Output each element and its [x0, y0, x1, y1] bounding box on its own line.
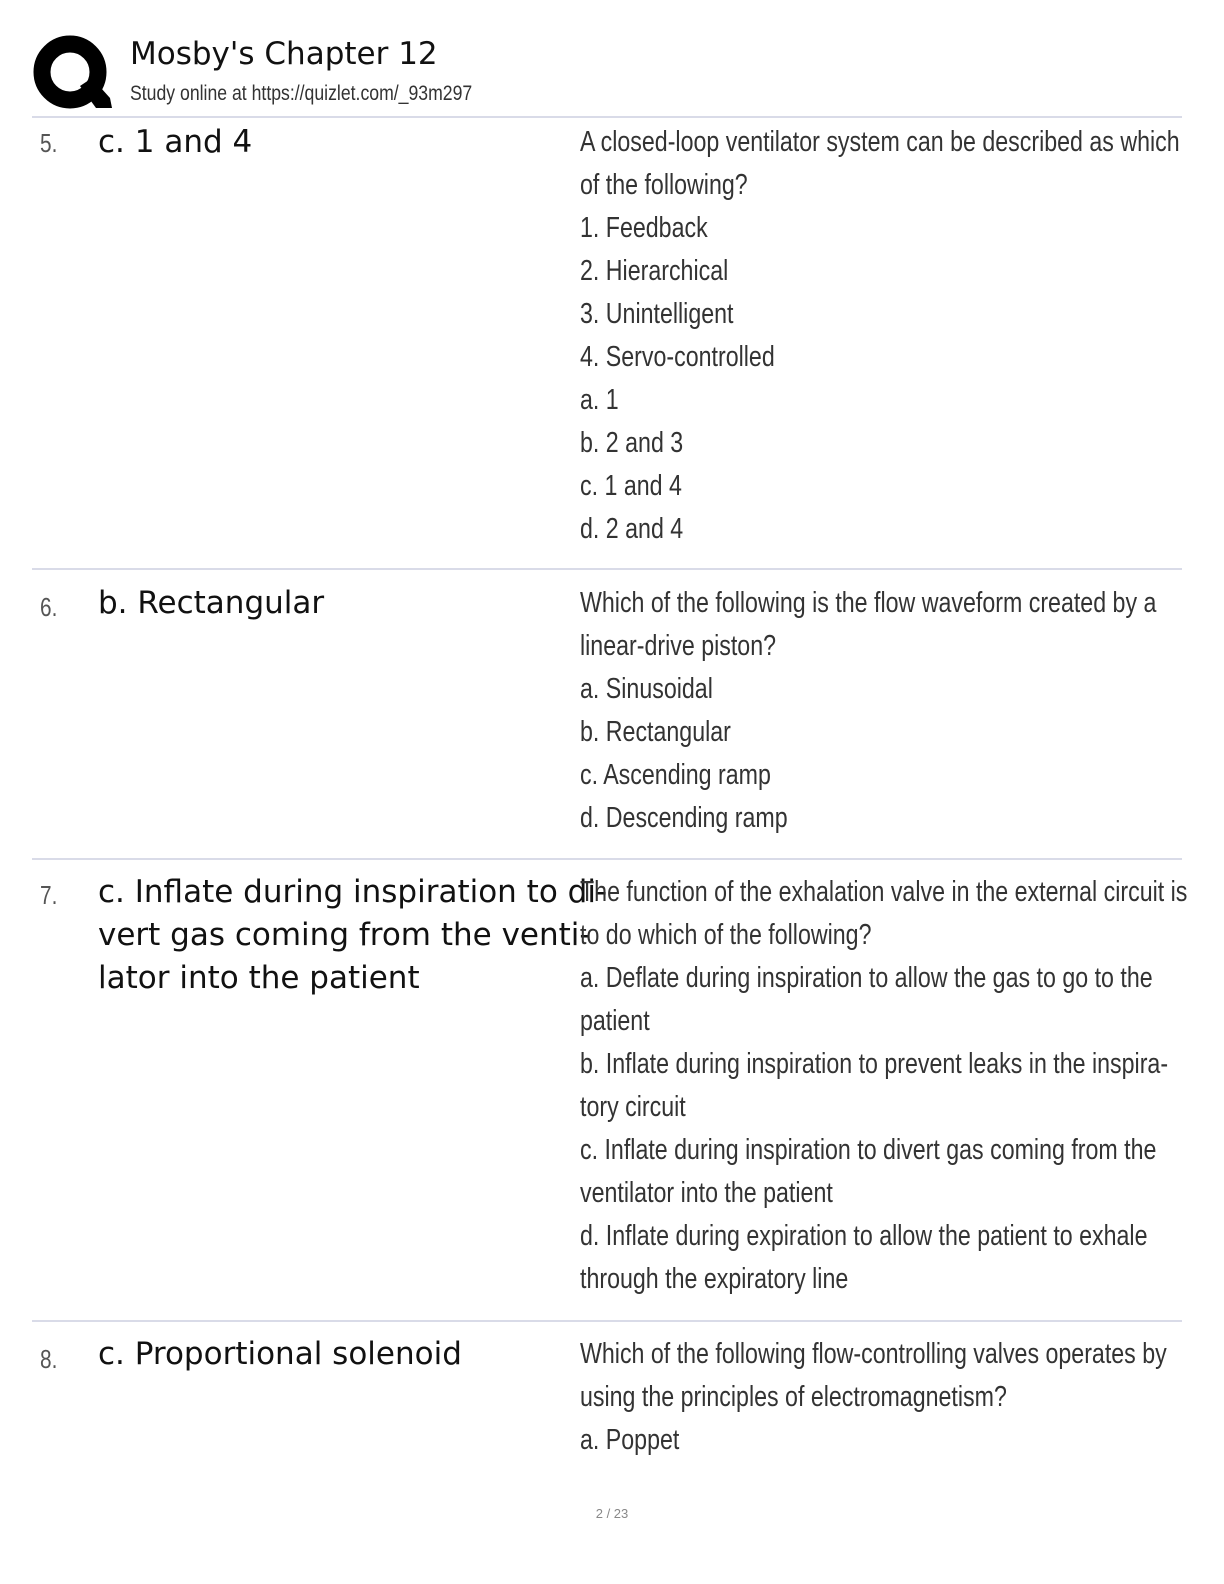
card-answer	[98, 121, 580, 164]
question-line: a. Deflate during inspiration to allow the gas to go to the	[580, 962, 1153, 994]
card-number: 7.	[40, 880, 58, 910]
answer-line: b. Rectangular	[98, 585, 325, 621]
question-line: d. Inflate during expiration to allow the patient to exhale	[580, 1220, 1148, 1252]
card-question	[580, 121, 1180, 551]
question-line: ventilator into the patient	[580, 1177, 833, 1209]
question-line: linear-drive piston?	[580, 630, 777, 662]
answer-line: c. Proportional solenoid	[98, 1336, 462, 1372]
question-line: d. Descending ramp	[580, 802, 788, 834]
question-line: a. 1	[580, 384, 619, 416]
flashcard	[32, 568, 1182, 858]
question-line: d. 2 and 4	[580, 513, 684, 545]
question-line: 3. Unintelligent	[580, 298, 734, 330]
page-number: 2 / 23	[595, 1506, 629, 1521]
question-line: A closed-loop ventilator system can be described as which	[580, 126, 1180, 158]
question-line: c. 1 and 4	[580, 470, 682, 502]
question-line: c. Ascending ramp	[580, 759, 771, 791]
page-title: Mosby's Chapter 12	[130, 36, 438, 72]
question-line: a. Sinusoidal	[580, 673, 713, 705]
flashcard	[32, 858, 1188, 1320]
question-line: c. Inflate during inspiration to divert gas coming from the	[580, 1134, 1157, 1166]
card-answer	[98, 1333, 580, 1376]
card-question	[580, 1333, 1167, 1462]
card-number: 8.	[40, 1344, 58, 1374]
question-line: Which of the following is the flow waveform created by a	[580, 587, 1157, 619]
question-line: b. Inflate during inspiration to prevent leaks in the inspira-	[580, 1048, 1169, 1080]
card-question	[580, 871, 1188, 1301]
question-line: through the expiratory line	[580, 1263, 849, 1295]
question-line: b. 2 and 3	[580, 427, 684, 459]
quizlet-q-logo-icon	[32, 34, 112, 114]
flashcard-list	[32, 116, 1188, 1472]
card-question	[580, 582, 1156, 840]
answer-line: vert gas coming from the venti-	[98, 917, 591, 953]
question-line: b. Rectangular	[580, 716, 731, 748]
card-number: 6.	[40, 592, 58, 622]
study-online-link[interactable]: Study online at https://quizlet.com/_93m297	[130, 82, 473, 105]
question-line: 2. Hierarchical	[580, 255, 729, 287]
answer-line: c. Inflate during inspiration to di-	[98, 874, 608, 910]
card-number: 5.	[40, 128, 58, 158]
question-line: patient	[580, 1005, 650, 1037]
question-line: using the principles of electromagnetism?	[580, 1381, 1007, 1413]
question-line: tory circuit	[580, 1091, 686, 1123]
answer-line: c. 1 and 4	[98, 124, 253, 160]
card-answer	[98, 582, 580, 625]
question-line: of the following?	[580, 169, 748, 201]
question-line: 4. Servo-controlled	[580, 341, 775, 373]
question-line: to do which of the following?	[580, 919, 872, 951]
question-line: a. Poppet	[580, 1424, 680, 1456]
flashcard	[32, 116, 1182, 568]
page-header	[32, 30, 1182, 116]
question-line: 1. Feedback	[580, 212, 708, 244]
question-line: The function of the exhalation valve in the external circuit is	[580, 876, 1188, 908]
question-line: Which of the following flow-controlling valves operates by	[580, 1338, 1167, 1370]
flashcard	[32, 1320, 1182, 1472]
answer-line: lator into the patient	[98, 960, 420, 996]
card-answer	[98, 871, 608, 1000]
